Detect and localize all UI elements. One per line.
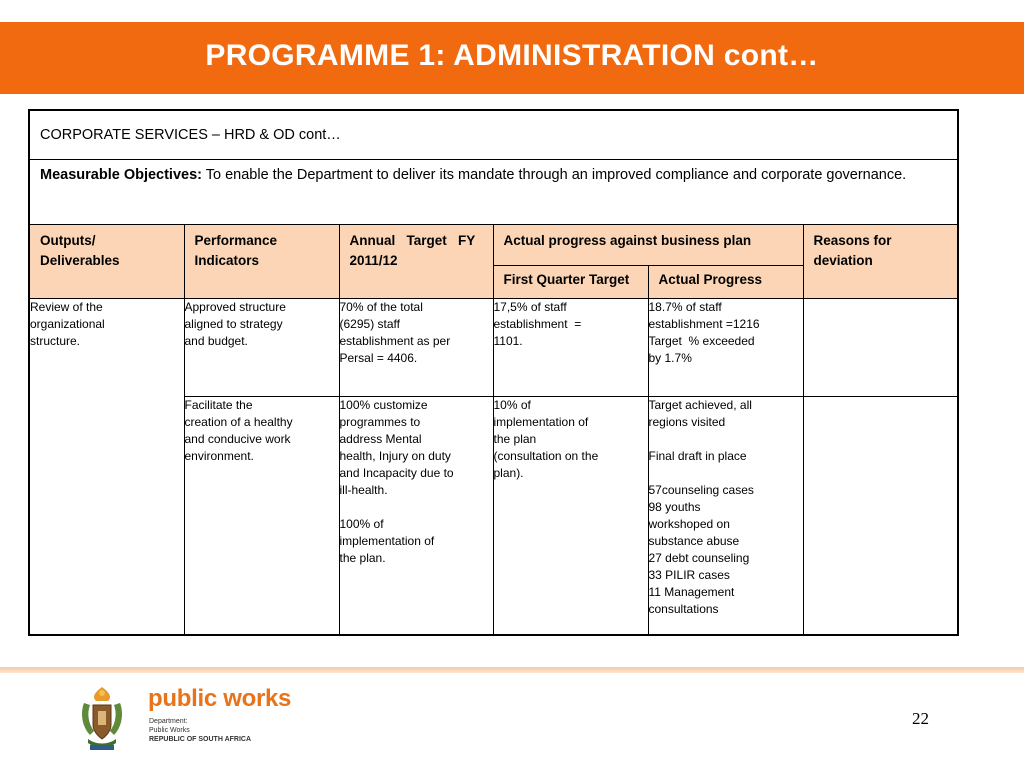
- cell-actual-progress: [648, 397, 803, 636]
- header-actual-progress-group: Actual progress against business plan: [493, 225, 803, 266]
- cell-text-line: substance abuse: [648, 534, 740, 548]
- cell-text-line: (6295) staff: [339, 317, 400, 331]
- cell-text-line: implementation of: [493, 415, 589, 429]
- cell-text-line: by 1.7%: [648, 351, 692, 365]
- cell-text-line: Final draft in place: [648, 449, 747, 463]
- cell-text-line: plan).: [493, 466, 524, 480]
- cell-text-line: establishment =: [493, 317, 582, 331]
- cell-text-line: the plan: [493, 432, 537, 446]
- cell-text-line: the plan.: [339, 551, 386, 565]
- cell-text-line: environment.: [184, 449, 254, 463]
- logo-wordmark: public works: [148, 685, 292, 712]
- cell-text-line: structure.: [30, 334, 81, 348]
- cell-text-line: implementation of: [339, 534, 435, 548]
- cell-indicator: [184, 397, 339, 636]
- cell-text-line: 1101.: [493, 334, 523, 348]
- cell-text-line: 27 debt counseling: [648, 551, 750, 565]
- cell-first-quarter: [493, 397, 648, 636]
- cell-text-line: 100% of: [339, 517, 384, 531]
- cell-text-line: and conducive work: [184, 432, 291, 446]
- cell-annual-target: [339, 397, 493, 636]
- header-indicators: Performance Indicators: [184, 225, 339, 299]
- cell-first-quarter: [493, 299, 648, 397]
- measurable-objectives: [29, 160, 958, 225]
- cell-text-line: 98 youths: [648, 500, 701, 514]
- cell-text-line: Facilitate the: [184, 398, 253, 412]
- table-row: [29, 299, 958, 397]
- objectives-text: To enable the Department to deliver its mandate through an improved compliance and corporate governance.: [202, 167, 907, 183]
- cell-text-line: consultations: [648, 602, 719, 616]
- header-actual: Actual Progress: [648, 266, 803, 299]
- cell-text-line: aligned to strategy: [184, 317, 283, 331]
- title-bar: [0, 22, 1024, 94]
- section-heading: CORPORATE SERVICES – HRD & OD cont…: [29, 110, 958, 160]
- programme-table: [28, 109, 959, 636]
- cell-text-line: creation of a healthy: [184, 415, 293, 429]
- header-annual-target: Annual Target FY 2011/12: [339, 225, 493, 299]
- page-number: 22: [912, 709, 929, 728]
- logo-subtitle: Department: Public Works REPUBLIC OF SOUTH AFRICA: [149, 718, 252, 743]
- cell-output: [29, 299, 184, 636]
- cell-text-line: 18.7% of staff: [648, 300, 722, 314]
- cell-indicator: [184, 299, 339, 397]
- cell-text-line: Review of the: [30, 300, 103, 314]
- cell-text-line: establishment as per: [339, 334, 451, 348]
- public-works-logo: [76, 683, 292, 753]
- cell-reasons: [803, 397, 958, 636]
- header-reasons: Reasons for deviation: [803, 225, 958, 299]
- cell-text-line: 10% of: [493, 398, 531, 412]
- cell-text-line: Persal = 4406.: [339, 351, 418, 365]
- cell-annual-target: [339, 299, 493, 397]
- cell-text-line: ill-health.: [339, 483, 388, 497]
- cell-text-line: establishment =1216: [648, 317, 760, 331]
- cell-text-line: address Mental: [339, 432, 422, 446]
- header-first-quarter: First Quarter Target: [493, 266, 648, 299]
- cell-text-line: 57counseling cases: [648, 483, 754, 497]
- objectives-label: Measurable Objectives:: [40, 167, 202, 183]
- cell-text-line: 100% customize: [339, 398, 428, 412]
- cell-text-line: regions visited: [648, 415, 726, 429]
- cell-text-line: (consultation on the: [493, 449, 599, 463]
- cell-text-line: programmes to: [339, 415, 421, 429]
- cell-text-line: health, Injury on duty: [339, 449, 451, 463]
- cell-reasons: [803, 299, 958, 397]
- cell-text-line: organizational: [30, 317, 105, 331]
- cell-text-line: 11 Management: [648, 585, 735, 599]
- cell-actual-progress: [648, 299, 803, 397]
- slide-title: PROGRAMME 1: ADMINISTRATION cont…: [205, 39, 819, 72]
- cell-text-line: Approved structure: [184, 300, 286, 314]
- cell-text-line: and budget.: [184, 334, 248, 348]
- cell-text-line: and Incapacity due to: [339, 466, 454, 480]
- cell-text-line: 33 PILIR cases: [648, 568, 730, 582]
- cell-text-line: 17,5% of staff: [493, 300, 567, 314]
- coat-of-arms-icon: [76, 683, 128, 753]
- cell-text-line: Target achieved, all: [648, 398, 752, 412]
- cell-text-line: 70% of the total: [339, 300, 423, 314]
- cell-text-line: workshoped on: [648, 517, 730, 531]
- cell-text-line: Target % exceeded: [648, 334, 755, 348]
- header-outputs: Outputs/ Deliverables: [29, 225, 184, 299]
- footer-divider: [0, 667, 1024, 673]
